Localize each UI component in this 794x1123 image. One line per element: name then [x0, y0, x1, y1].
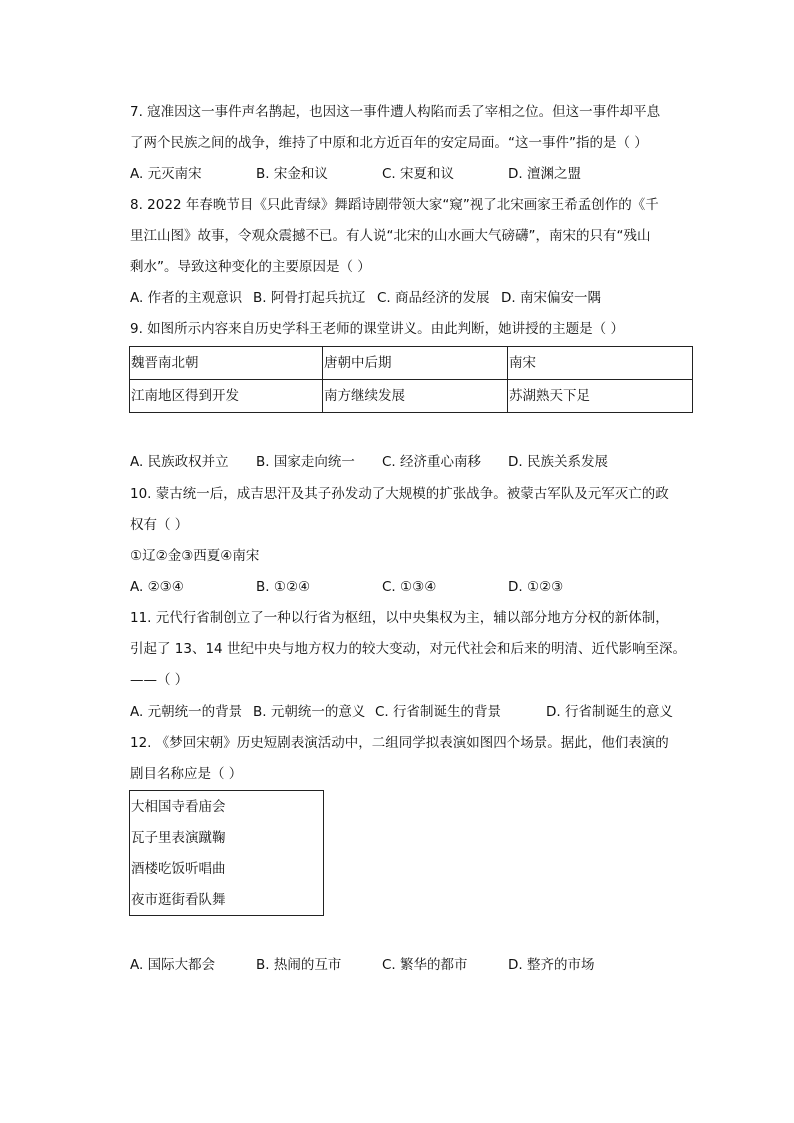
q11-stem-line2: 引起了 13、14 世纪中央与地方权力的较大变动，对元代社会和后来的明清、近代影响至深。	[130, 641, 686, 657]
q8-stem-line1: 8. 2022 年春晚节目《只此青绿》舞蹈诗剧带领大家“窥”视了北宋画家王希孟创作的《千	[130, 197, 659, 213]
table-cell: 江南地区得到开发	[130, 380, 323, 413]
q9-option-a: A. 民族政权并立	[130, 454, 229, 470]
table-cell: 苏湖熟天下足	[508, 380, 693, 413]
q8-option-c: C. 商品经济的发展	[377, 290, 490, 306]
list-item: 夜市逛街看队舞	[131, 892, 226, 908]
q10-option-c: C. ①③④	[382, 579, 437, 595]
list-item: 大相国寺看庙会	[131, 799, 226, 815]
q8-option-a: A. 作者的主观意识	[130, 290, 243, 306]
q8-option-d: D. 南宋偏安一隅	[501, 290, 601, 306]
q10-stem-line1: 10. 蒙古统一后，成吉思汗及其子孙发动了大规模的扩张战争。被蒙古军队及元军灭亡的政	[130, 486, 669, 502]
q9-stem-line1: 9. 如图所示内容来自历史学科王老师的课堂讲义。由此判断，她讲授的主题是（ ）	[130, 321, 624, 337]
q10-stem-line2: 权有（ ）	[130, 517, 189, 533]
q11-option-a: A. 元朝统一的背景	[130, 704, 243, 720]
q9-option-d: D. 民族关系发展	[508, 454, 608, 470]
q11-option-c: C. 行省制诞生的背景	[375, 704, 502, 720]
q7-stem-line2: 了两个民族之间的战争，维持了中原和北方近百年的安定局面。“这一事件”指的是（ ）	[130, 135, 648, 151]
q12-option-d: D. 整齐的市场	[508, 957, 595, 973]
table-cell: 南宋	[508, 347, 693, 380]
q12-option-b: B. 热闹的互市	[256, 957, 342, 973]
q12-option-c: C. 繁华的都市	[382, 957, 468, 973]
table-row	[130, 380, 693, 413]
list-item: 瓦子里表演蹴鞠	[131, 830, 226, 846]
q7-option-d: D. 澶渊之盟	[508, 166, 581, 182]
q11-option-d: D. 行省制诞生的意义	[546, 704, 673, 720]
q10-option-b: B. ①②④	[256, 579, 311, 595]
table-row	[130, 347, 693, 380]
q8-stem-line2: 里江山图》故事，令观众震撼不已。有人说“北宋的山水画大气磅礴”，南宋的只有“残山	[130, 228, 651, 244]
q9-option-b: B. 国家走向统一	[256, 454, 355, 470]
q11-option-b: B. 元朝统一的意义	[253, 704, 366, 720]
q7-option-c: C. 宋夏和议	[382, 166, 455, 182]
q10-stem-line3: ①辽②金③西夏④南宋	[130, 548, 260, 564]
q8-stem-line3: 剩水”。导致这种变化的主要原因是（ ）	[130, 259, 371, 275]
q12-scenes-box	[129, 790, 324, 916]
q11-stem-line3: ——（ ）	[130, 672, 189, 688]
q11-stem-line1: 11. 元代行省制创立了一种以行省为枢纽，以中央集权为主，辅以部分地方分权的新体制，	[130, 610, 669, 626]
q10-option-d: D. ①②③	[508, 579, 564, 595]
q12-stem-line2: 剧目名称应是（ ）	[130, 766, 243, 782]
q12-option-a: A. 国际大都会	[130, 957, 216, 973]
q7-option-a: A. 元灭南宋	[130, 166, 202, 182]
table-cell: 唐朝中后期	[323, 347, 508, 380]
q9-option-c: C. 经济重心南移	[382, 454, 482, 470]
q7-option-b: B. 宋金和议	[256, 166, 328, 182]
q9-lecture-table	[129, 346, 693, 413]
table-cell: 魏晋南北朝	[130, 347, 323, 380]
q12-stem-line1: 12. 《梦回宋朝》历史短剧表演活动中，二组同学拟表演如图四个场景。据此，他们表演的	[130, 735, 669, 751]
q7-stem-line1: 7. 寇准因这一事件声名鹊起，也因这一事件遭人构陷而丢了宰相之位。但这一事件却平息	[130, 104, 661, 120]
table-cell: 南方继续发展	[323, 380, 508, 413]
list-item: 酒楼吃饭听唱曲	[131, 861, 226, 877]
q10-option-a: A. ②③④	[130, 579, 184, 595]
q8-option-b: B. 阿骨打起兵抗辽	[253, 290, 366, 306]
